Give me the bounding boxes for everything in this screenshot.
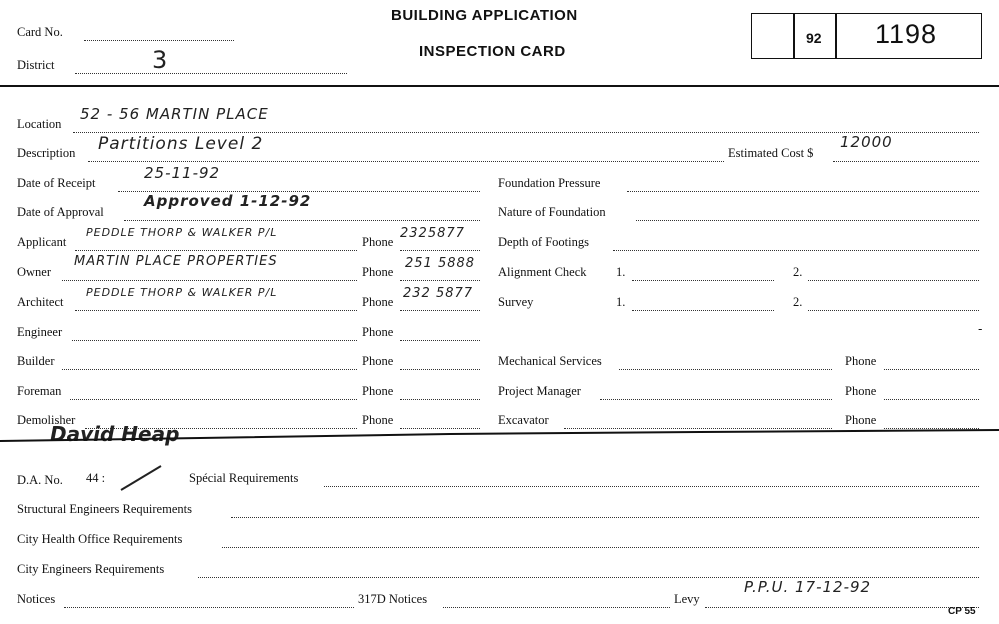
notices-317d-field[interactable] [443, 596, 670, 608]
foundation-pressure-label: Foundation Pressure [498, 176, 601, 190]
builder-field[interactable] [62, 358, 357, 370]
owner-phone-value: 251 5888 [405, 256, 476, 271]
owner-phone-label: Phone [362, 265, 394, 279]
builder-phone-field[interactable] [400, 358, 480, 370]
foreman-phone-field[interactable] [400, 388, 480, 400]
notices-label: Notices [17, 592, 56, 606]
engineer-label: Engineer [17, 325, 63, 339]
survey-2-field[interactable] [808, 299, 979, 311]
owner-label: Owner [17, 265, 52, 279]
architect-phone-value: 232 5877 [403, 286, 474, 301]
da-no-value: 44 : [86, 471, 106, 485]
margin-mark: - [978, 322, 983, 337]
demolisher-phone-label: Phone [362, 413, 394, 427]
form-code: CP 55 [948, 606, 976, 617]
special-req-field[interactable] [324, 475, 979, 487]
notices-field[interactable] [64, 596, 354, 608]
project-manager-phone-label: Phone [845, 384, 877, 398]
date-approval-field[interactable] [124, 209, 480, 221]
da-no-label: D.A. No. [17, 473, 63, 487]
section-divider [0, 428, 999, 442]
nature-foundation-label: Nature of Foundation [498, 205, 606, 219]
foundation-pressure-field[interactable] [627, 180, 979, 192]
survey-1-field[interactable] [632, 299, 774, 311]
builder-label: Builder [17, 354, 55, 368]
card-number-value: 1198 [875, 19, 938, 49]
levy-label: Levy [674, 592, 700, 606]
foreman-phone-label: Phone [362, 384, 394, 398]
signature: David Heap [50, 422, 180, 446]
mechanical-phone-field[interactable] [884, 358, 979, 370]
builder-phone-label: Phone [362, 354, 394, 368]
description-label: Description [17, 146, 76, 160]
foreman-label: Foreman [17, 384, 62, 398]
card-number-box [751, 13, 982, 59]
project-manager-field[interactable] [600, 388, 832, 400]
date-receipt-value: 25-11-92 [144, 164, 221, 182]
card-no-label: Card No. [17, 25, 63, 39]
depth-footings-field[interactable] [613, 239, 979, 251]
mechanical-phone-label: Phone [845, 354, 877, 368]
special-req-label: Spécial Requirements [189, 471, 299, 485]
box-divider-2 [835, 13, 837, 59]
excavator-label: Excavator [498, 413, 549, 427]
alignment-check-1-label: 1. [616, 265, 626, 279]
architect-value: PEDDLE THORP & WALKER P/L [86, 286, 278, 299]
nature-foundation-field[interactable] [636, 209, 979, 221]
project-manager-label: Project Manager [498, 384, 581, 398]
location-label: Location [17, 117, 62, 131]
owner-value: MARTIN PLACE PROPERTIES [74, 254, 278, 269]
architect-phone-label: Phone [362, 295, 394, 309]
applicant-phone-label: Phone [362, 235, 394, 249]
applicant-phone-value: 2325877 [400, 226, 465, 241]
engineer-phone-field[interactable] [400, 329, 480, 341]
date-receipt-label: Date of Receipt [17, 176, 96, 190]
levy-field[interactable] [705, 596, 979, 608]
applicant-field[interactable] [75, 239, 357, 251]
title-line-1: BUILDING APPLICATION [391, 7, 578, 24]
card-no-field[interactable] [84, 29, 234, 41]
engineer-field[interactable] [72, 329, 357, 341]
mechanical-label: Mechanical Services [498, 354, 602, 368]
structural-req-label: Structural Engineers Requirements [17, 502, 192, 516]
health-req-field[interactable] [222, 536, 979, 548]
da-slash-mark [117, 462, 167, 494]
notices-317d-label: 317D Notices [358, 592, 428, 606]
district-value: 3 [152, 46, 169, 74]
description-value: Partitions Level 2 [98, 134, 264, 154]
health-req-label: City Health Office Requirements [17, 532, 183, 546]
structural-req-field[interactable] [231, 506, 979, 518]
survey-2-label: 2. [793, 295, 803, 309]
owner-field[interactable] [62, 269, 357, 281]
applicant-value: PEDDLE THORP & WALKER P/L [86, 226, 278, 239]
applicant-label: Applicant [17, 235, 67, 249]
box-divider-1 [793, 13, 795, 59]
architect-field[interactable] [75, 299, 357, 311]
estimated-cost-field[interactable] [833, 150, 979, 162]
survey-label: Survey [498, 295, 534, 309]
city-engineers-req-label: City Engineers Requirements [17, 562, 165, 576]
city-engineers-req-field[interactable] [198, 566, 979, 578]
estimated-cost-value: 12000 [840, 133, 893, 151]
district-field[interactable] [75, 62, 347, 74]
date-approval-value: Approved 1-12-92 [144, 192, 312, 210]
alignment-check-1-field[interactable] [632, 269, 774, 281]
depth-footings-label: Depth of Footings [498, 235, 589, 249]
alignment-check-label: Alignment Check [498, 265, 587, 279]
demolisher-label: Demolisher [17, 413, 76, 427]
levy-value: P.P.U. 17-12-92 [744, 578, 872, 596]
alignment-check-2-field[interactable] [808, 269, 979, 281]
alignment-check-2-label: 2. [793, 265, 803, 279]
date-approval-label: Date of Approval [17, 205, 104, 219]
survey-1-label: 1. [616, 295, 626, 309]
estimated-cost-label: Estimated Cost $ [728, 146, 814, 160]
engineer-phone-label: Phone [362, 325, 394, 339]
district-label: District [17, 58, 55, 72]
year-value: 92 [806, 30, 822, 46]
location-value: 52 - 56 MARTIN PLACE [80, 105, 269, 123]
foreman-field[interactable] [70, 388, 357, 400]
project-manager-phone-field[interactable] [884, 388, 979, 400]
header-rule [0, 85, 999, 87]
title-line-2: INSPECTION CARD [419, 43, 566, 60]
mechanical-field[interactable] [619, 358, 832, 370]
architect-label: Architect [17, 295, 64, 309]
excavator-phone-label: Phone [845, 413, 877, 427]
